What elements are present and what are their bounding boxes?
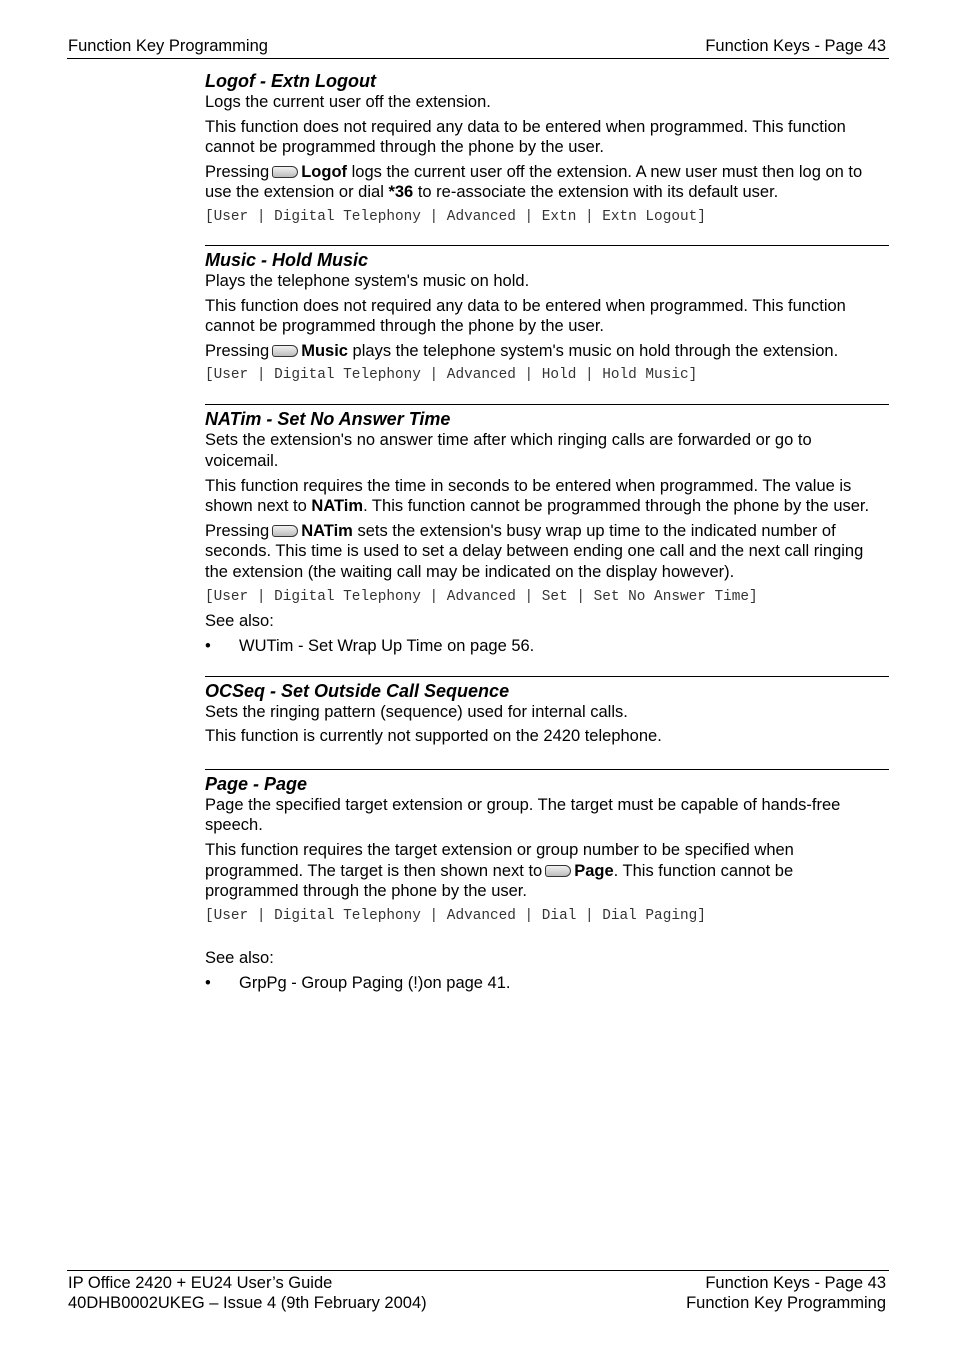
section-title: OCSeq - Set Outside Call Sequence: [205, 680, 510, 701]
short-code: *36: [388, 183, 414, 202]
key-name: Logof: [301, 162, 348, 181]
footer-chapter: Function Key Programming: [686, 1294, 886, 1312]
footer-right: [686, 1273, 886, 1313]
paragraph: Plays the telephone system's music on hold.: [205, 271, 530, 290]
section-page: [205, 769, 889, 994]
section-title: NATim - Set No Answer Time: [205, 409, 451, 430]
footer-page: Function Keys - Page 43: [705, 1274, 886, 1292]
bullet: •: [205, 974, 211, 993]
text: This function requires the time in seconds to be entered when programmed. The value is shown next to: [205, 476, 852, 516]
manager-path: [User | Digital Telephony | Advanced | Extn | Extn Logout]: [205, 208, 706, 225]
see-also-label: See also:: [205, 948, 274, 967]
paragraph: This function does not required any data to be entered when programmed. This function cannot be programmed through the phone by the user.: [205, 296, 846, 336]
footer-issue: 40DHB0002UKEG – Issue 4 (9th February 2004): [68, 1294, 427, 1312]
function-key-icon: [272, 345, 298, 357]
text: logs the current user off the extension. A new user must then log on to use the extension or dial: [205, 162, 863, 202]
key-name: NATim: [301, 521, 353, 540]
text: This function requires the target extension or group number to be specified when programmed. The target is then shown next to: [205, 841, 794, 880]
key-name: Music: [301, 341, 348, 360]
see-also-item: [205, 973, 889, 994]
paragraph: Sets the ringing pattern (sequence) used for internal calls.: [205, 702, 628, 721]
paragraph: [205, 521, 889, 583]
section-natim: [205, 404, 889, 656]
text: . This function cannot be programmed through the phone by the user.: [205, 861, 794, 901]
text: Pressing: [205, 341, 270, 360]
paragraph: [205, 840, 889, 902]
paragraph: Logs the current user off the extension.: [205, 93, 491, 111]
section-title: Page - Page: [205, 773, 308, 794]
page-footer: [67, 1270, 889, 1312]
section-ocseq: [205, 676, 889, 747]
function-key-icon: [272, 525, 298, 537]
paragraph: [205, 341, 889, 362]
section-title: Music - Hold Music: [205, 249, 369, 270]
header-right: Function Keys - Page 43: [705, 37, 886, 55]
bullet: •: [205, 637, 211, 656]
text: . This function cannot be programmed through the phone by the user.: [363, 497, 870, 516]
see-also-link[interactable]: GrpPg - Group Paging (!)on page 41.: [239, 974, 511, 993]
page-content: [205, 67, 889, 994]
function-key-icon: [272, 166, 298, 178]
function-key-icon: [545, 865, 571, 877]
manager-path: [User | Digital Telephony | Advanced | Dial | Dial Paging]: [205, 907, 706, 924]
section-title: Logof - Extn Logout: [205, 71, 376, 91]
manager-path: [User | Digital Telephony | Advanced | Hold | Hold Music]: [205, 367, 698, 384]
manager-path: [User | Digital Telephony | Advanced | Set | Set No Answer Time]: [205, 588, 758, 605]
section-music: [205, 245, 889, 385]
text: to re-associate the extension with its default user.: [413, 183, 779, 202]
text: Pressing: [205, 162, 270, 181]
text: plays the telephone system's music on hold through the extension.: [347, 341, 839, 360]
see-also-link[interactable]: WUTim - Set Wrap Up Time on page 56.: [239, 637, 535, 656]
page-header: [67, 35, 889, 59]
paragraph: This function does not required any data to be entered when programmed. This function cannot be programmed through the phone by the user.: [205, 117, 846, 157]
key-name: NATim: [311, 497, 364, 516]
paragraph: Page the specified target extension or group. The target must be capable of hands-free speech.: [205, 795, 841, 835]
see-also-label: See also:: [205, 611, 274, 630]
see-also-item: [205, 636, 889, 657]
paragraph: [205, 476, 889, 517]
paragraph: Sets the extension's no answer time after which ringing calls are forwarded or go to voicemail.: [205, 431, 812, 470]
paragraph: This function is currently not supported on the 2420 telephone.: [205, 727, 662, 746]
header-left: Function Key Programming: [68, 37, 268, 55]
paragraph: [205, 162, 889, 203]
text: sets the extension's busy wrap up time to the indicated number of seconds. This time is used to set a delay between ending one call and the next call ringing the extension (the waiting call may be indicated on the display however).: [205, 521, 864, 581]
footer-left: [68, 1273, 427, 1313]
footer-guide-title: IP Office 2420 + EU24 User’s Guide: [68, 1274, 333, 1292]
key-name: Page: [574, 861, 614, 880]
section-logof: [205, 67, 889, 227]
text: Pressing: [205, 521, 270, 540]
